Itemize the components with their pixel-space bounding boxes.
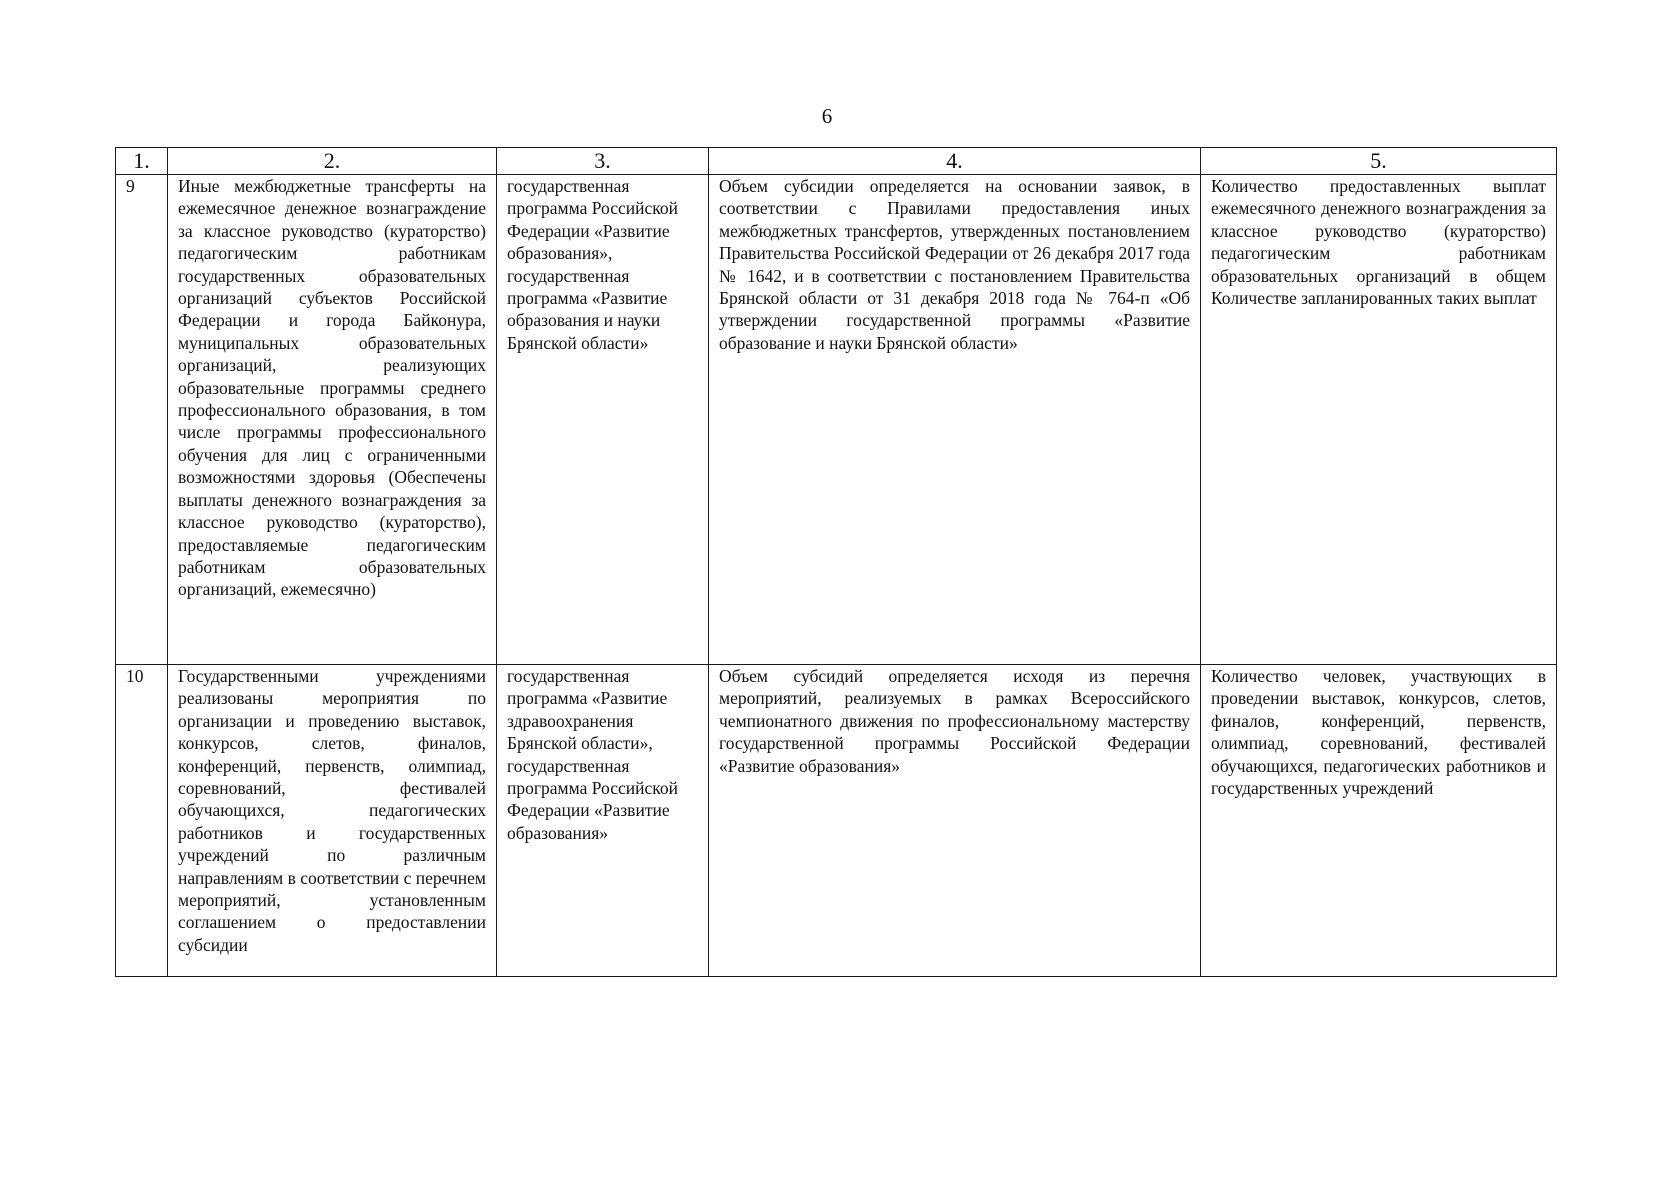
subsidy-calculation-cell: Объем субсидий определяется исходя из перечня мероприятий, реализуемых в рамках Всероссийского чемпионатного движения по профессиональному мастерству государственной программы Российской Федерации «Развитие образования»	[709, 665, 1201, 977]
column-header-4: 4.	[709, 148, 1201, 175]
table-row	[116, 175, 1557, 665]
program-cell: государственная программа Российской Федерации «Развитие образования», государственная программа «Развитие образования и науки Брянской области»	[497, 175, 709, 665]
column-header-3: 3.	[497, 148, 709, 175]
table-header-row	[116, 148, 1557, 175]
indicator-cell: Количество предоставленных выплат ежемесячного денежного вознаграждения за классное руководство (кураторство) педагогическим работникам образовательных организаций в общем Количестве запланированных таких выплат	[1201, 175, 1557, 665]
program-cell: государственная программа «Развитие здравоохранения Брянской области», государственная программа Российской Федерации «Развитие образования»	[497, 665, 709, 977]
row-number: 10	[116, 665, 168, 977]
column-header-5: 5.	[1201, 148, 1557, 175]
indicator-cell: Количество человек, участвующих в проведении выставок, конкурсов, слетов, финалов, конференций, первенств, олимпиад, соревнований, фестивалей обучающихся, педагогических работников и государственных учреждений	[1201, 665, 1557, 977]
subsidy-calculation-cell: Объем субсидии определяется на основании заявок, в соответствии с Правилами предоставления иных межбюджетных трансфертов, утвержденных постановлением Правительства Российской Федерации от 26 декабря 2017 года № 1642, и в соответствии с постановлением Правительства Брянской области от 31 декабря 2018 года № 764-п «Об утверждении государственной программы «Развитие образование и науки Брянской области»	[709, 175, 1201, 665]
result-description-cell: Государственными учреждениями реализованы мероприятия по организации и проведению выставок, конкурсов, слетов, финалов, конференций, первенств, олимпиад, соревнований, фестивалей обучающихся, педагогических работников и государственных учреждений по различным направлениям в соответствии с перечнем мероприятий, установленным соглашением о предоставлении субсидии	[168, 665, 497, 977]
column-header-1: 1.	[116, 148, 168, 175]
result-description-cell: Иные межбюджетные трансферты на ежемесячное денежное вознаграждение за классное руководство (кураторство) педагогическим работникам государственных образовательных организаций субъектов Российской Федерации и города Байконура, муниципальных образовательных организаций, реализующих образовательные программы среднего профессионального образования, в том числе программы профессионального обучения для лиц с ограниченными возможностями здоровья (Обеспечены выплаты денежного вознаграждения за классное руководство (кураторство), предоставляемые педагогическим работникам образовательных организаций, ежемесячно)	[168, 175, 497, 665]
page-number: 6	[821, 104, 833, 128]
row-number: 9	[116, 175, 168, 665]
table-row	[116, 665, 1557, 977]
column-header-2: 2.	[168, 148, 497, 175]
document-table	[115, 147, 1557, 977]
